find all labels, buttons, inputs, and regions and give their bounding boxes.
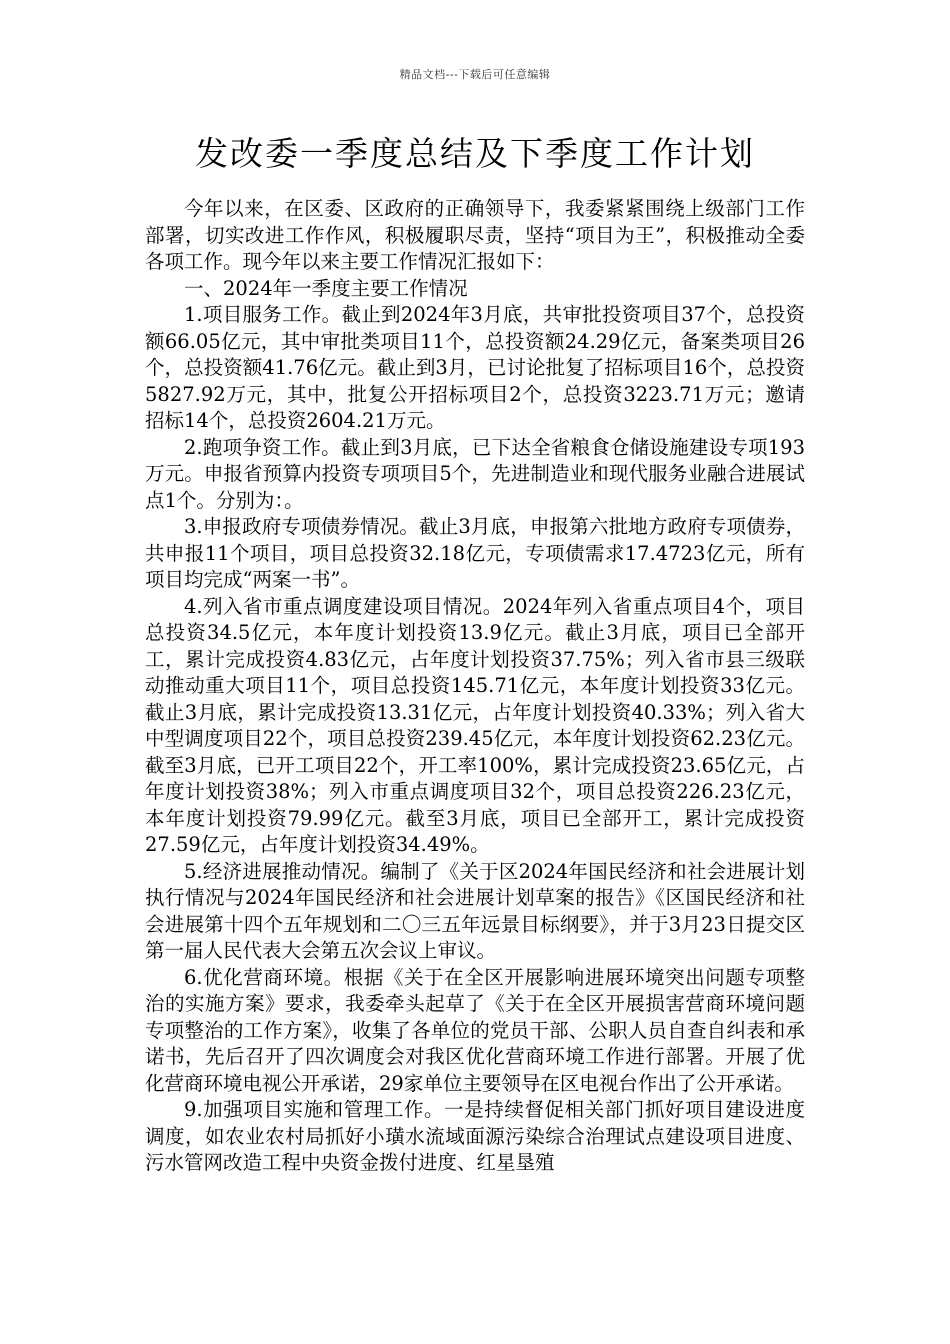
- paragraph-item-6: 6.优化营商环境。根据《关于在全区开展影响进展环境突出问题专项整治的实施方案》要求，我委牵头起草了《关于在全区开展损害营商环境问题专项整治的工作方案》，收集了各单位的党员干部、公职人员自查自纠表和承诺书，先后召开了四次调度会对我区优化营商环境工作进行部署。开展了优化营商环境电视公开承诺，29家单位主要领导在区电视台作出了公开承诺。: [145, 965, 805, 1095]
- document-body: [145, 196, 805, 1177]
- paragraph-item-9: 9.加强项目实施和管理工作。一是持续督促相关部门抓好项目建设进度调度，如农业农村局抓好小璜水流域面源污染综合治理试点建设项目进度、污水管网改造工程中央资金拨付进度、红星垦殖: [145, 1098, 805, 1174]
- paragraph-item-3: 3.申报政府专项债券情况。截止3月底，申报第六批地方政府专项债券，共申报11个项目，项目总投资32.18亿元，专项债需求17.4723亿元，所有项目均完成“两案一书”。: [145, 515, 805, 591]
- paragraph-intro: 今年以来，在区委、区政府的正确领导下，我委紧紧围绕上级部门工作部署，切实改进工作作风，积极履职尽责，坚持“项目为王”，积极推动全委各项工作。现今年以来主要工作情况汇报如下：: [145, 197, 805, 273]
- paragraph-item-2: 2.跑项争资工作。截止到3月底，已下达全省粮食仓储设施建设专项193万元。申报省预算内投资专项项目5个，先进制造业和现代服务业融合进展试点1个。分别为：。: [145, 435, 805, 512]
- section-heading: 一、2024年一季度主要工作情况: [184, 276, 468, 300]
- header-note: 精品文档---下载后可任意编辑: [399, 68, 551, 81]
- document-title: 发改委一季度总结及下季度工作计划: [195, 134, 755, 173]
- paragraph-item-5: 5.经济进展推动情况。编制了《关于区2024年国民经济和社会进展计划执行情况与2024年国民经济和社会进展计划草案的报告》《区国民经济和社会进展第十四个五年规划和二〇三五年远景目标纲要》，并于3月23日提交区第一届人民代表大会第五次会议上审议。: [145, 859, 805, 962]
- paragraph-item-1: 1.项目服务工作。截止到2024年3月底，共审批投资项目37个，总投资额66.05亿元，其中审批类项目11个，总投资额24.29亿元，备案类项目26个，总投资额41.76亿元。截止到3月，已讨论批复了招标项目16个，总投资5827.92万元，其中，批复公开招标项目2个，总投资3223.71万元；邀请招标14个，总投资2604.21万元。: [145, 303, 805, 432]
- paragraph-item-4: 4.列入省市重点调度建设项目情况。2024年列入省重点项目4个，项目总投资34.5亿元，本年度计划投资13.9亿元。截止3月底，项目已全部开工，累计完成投资4.83亿元，占年度计划投资37.75%；列入省市县三级联动推动重大项目11个，项目总投资145.71亿元，本年度计划投资33亿元。截止3月底，累计完成投资13.31亿元，占年度计划投资40.33%；列入省大中型调度项目22个，项目总投资239.45亿元，本年度计划投资62.23亿元。截至3月底，已开工项目22个，开工率100%，累计完成投资23.65亿元，占年度计划投资38%；列入市重点调度项目32个，项目总投资226.23亿元，本年度计划投资79.99亿元。截至3月底，项目已全部开工，累计完成投资27.59亿元，占年度计划投资34.49%。: [145, 594, 805, 856]
